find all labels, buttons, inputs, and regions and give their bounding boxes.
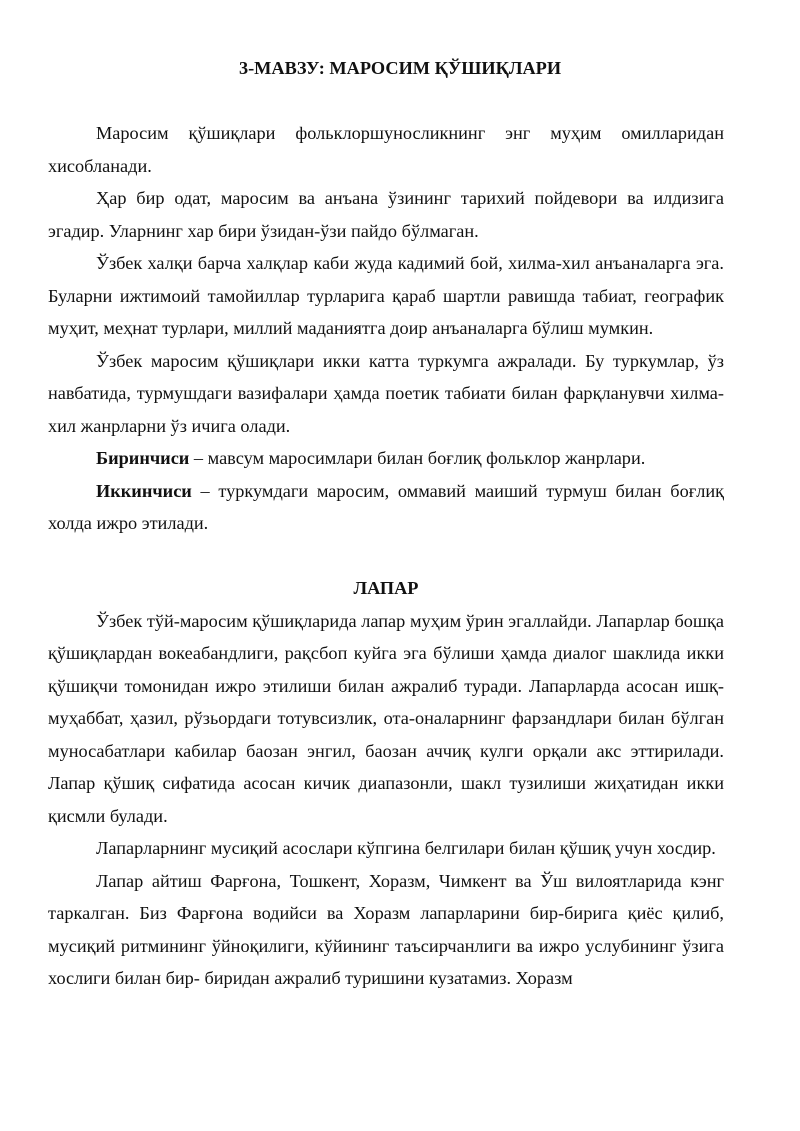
paragraph: Ўзбек маросим қўшиқлари икки катта туркумга ажралади. Бу туркумлар, ўз навбатида, турмушдаги вазифалари ҳамда поетик табиати билан фарқланувчи хилма-хил жанрларни ўз ичига олади. [48,350,724,436]
paragraph: Маросим қўшиқлари фольклоршуносликнинг энг муҳим омилларидан хисобланади. [48,123,724,176]
spacer [48,540,724,573]
paragraph-text: – мавсум маросимлари билан боғлиқ фольклор жанрлари. [189,448,646,468]
bold-term: Биринчиси [96,448,190,468]
paragraph: Лапарларнинг мусиқий асослари кўпгина белгилари билан қўшиқ учун хосдир. [96,838,716,858]
page-title: 3-МАВЗУ: МАРОСИМ ҚЎШИҚЛАРИ [238,58,562,78]
bold-term: Иккинчиси [96,480,192,501]
paragraph: Лапар айтиш Фарғона, Тошкент, Хоразм, Чимкент ва Ўш вилоятларида кэнг таркалган. Биз Фарғона водийси ва Хоразм лапарларини бир-бирига қиёс қилиб, мусиқий ритмининг ўйноқилиги, кўйининг таъсирчанлиги ва ижро услубининг ўзига хослиги билан бир- биридан ажралиб туришини кузатамиз. Хоразм [48,870,724,988]
paragraph: Ҳар бир одат, маросим ва анъана ўзининг тарихий пойдевори ва илдизига эгадир. Уларнинг хар бири ўзидан-ўзи пайдо бўлмаган. [48,188,724,241]
document-body [48,117,724,995]
paragraph [48,475,724,540]
paragraph-text: – туркумдаги маросим, оммавий маиший турмуш билан боғлиқ холда ижро этилади. [48,480,724,533]
paragraph: Ўзбек тўй-маросим қўшиқларида лапар муҳим ўрин эгаллайди. Лапарлар бошқа қўшиқлардан вокеабандлиги, рақсбоп куйга эга бўлиши ҳамда диалог шаклида икки қўшиқчи томонидан ижро этилиши билан ажралиб туради. Лапарларда асосан ишқ-муҳаббат, ҳазил, рўзьордаги тотувсизлик, ота-оналарнинг фарзандлари билан бўлган муносабатлари кабилар баозан энгил, баозан аччиқ кулги орқали акс эттирилади. Лапар қўшиқ сифатида асосан кичик диапазонли, шакл тузилиши жиҳатидан икки қисмли булади. [48,610,724,826]
section-heading: ЛАПАР [353,578,419,598]
paragraph [48,442,724,475]
paragraph: Ўзбек халқи барча халқлар каби жуда кадимий бой, хилма-хил анъаналарга эга. Буларни ижтимоий тамойиллар турларига қараб шартли равишда табиат, географик муҳит, меҳнат турлари, миллий маданиятга доир анъаналарга бўлиш мумкин. [48,253,724,338]
